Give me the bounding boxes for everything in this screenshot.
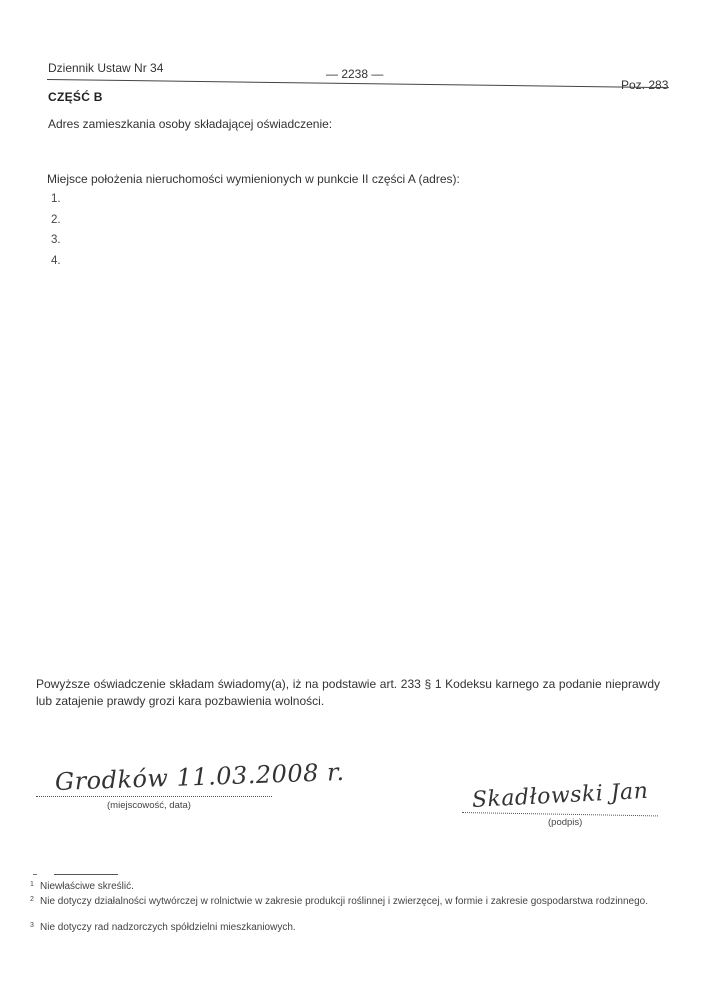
handwritten-signature: Skadłowski Jan	[471, 778, 649, 813]
footnote-2	[30, 893, 660, 908]
part-title: CZĘŚĆ B	[48, 90, 103, 104]
footnote-mark: 2	[30, 896, 34, 903]
list-item-number: 4.	[51, 255, 61, 267]
footnote-text: Nie dotyczy rad nadzorczych spółdzielni mieszkaniowych.	[40, 922, 296, 933]
footnote-mark: 1	[30, 881, 34, 888]
page-number: — 2238 —	[326, 67, 384, 81]
position-number: Poz. 283	[621, 78, 669, 92]
footnote-tick	[33, 874, 37, 875]
declaration-text: Powyższe oświadczenie składam świadomy(a), iż na podstawie art. 233 § 1 Kodeksu karnego za podanie nieprawdy lub zatajenie prawdy grozi kara pozbawienia wolności.	[36, 677, 660, 708]
address-label: Adres zamieszkania osoby składającej oświadczenie:	[48, 117, 333, 131]
handwritten-place-date: Grodków 11.03.2008 r.	[54, 757, 345, 796]
signature-caption: (podpis)	[548, 817, 583, 828]
list-item-number: 3.	[51, 234, 61, 246]
footnote-text: Nie dotyczy działalności wytwórczej w rolnictwie w zakresie produkcji roślinnej i zwierzęcej, w formie i zakresie gospodarstwa rodzinnego.	[40, 896, 649, 907]
place-date-dotted-line	[36, 796, 272, 797]
footnote-mark: 3	[30, 922, 34, 929]
place-date-caption: (miejscowość, data)	[107, 800, 191, 811]
footnote-3	[30, 922, 296, 933]
footnote-text: Niewłaściwe skreślić.	[40, 881, 134, 892]
footnote-1	[30, 881, 134, 892]
list-item-number: 2.	[51, 214, 61, 226]
signature-dotted-line	[462, 812, 658, 816]
property-location-label: Miejsce położenia nieruchomości wymienionych w punkcie II części A (adres):	[47, 172, 460, 186]
footnote-rule	[54, 874, 118, 875]
journal-title: Dziennik Ustaw Nr 34	[48, 61, 164, 75]
list-item-number: 1.	[51, 193, 61, 205]
